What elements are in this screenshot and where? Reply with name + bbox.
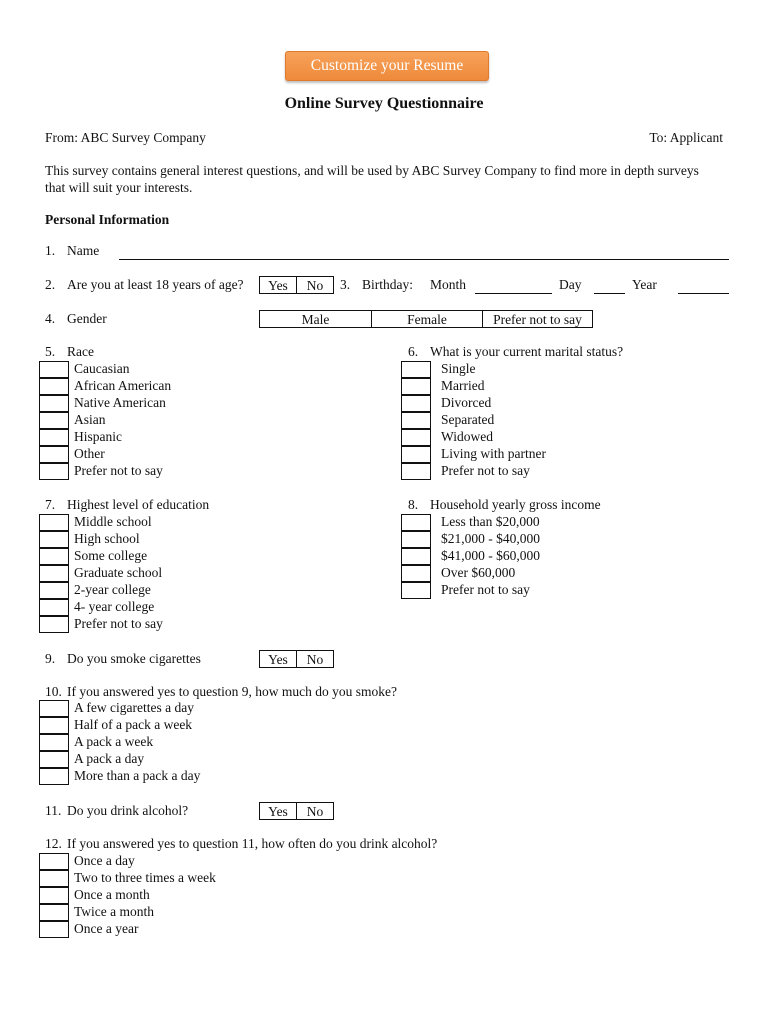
race-option-label: Other	[74, 446, 105, 461]
customize-resume-button[interactable]: Customize your Resume	[285, 51, 489, 81]
q11-yes-option[interactable]: Yes	[260, 803, 297, 819]
gender-option-female[interactable]: Female	[372, 311, 483, 327]
education-option-label: 2-year college	[74, 582, 151, 597]
q8-label: Household yearly gross income	[430, 497, 601, 512]
q2-no-option[interactable]: No	[306, 278, 324, 293]
q10-number: 10.	[45, 684, 62, 699]
race-option-label: Prefer not to say	[74, 463, 163, 478]
education-option-label: High school	[74, 531, 140, 546]
marital-checkbox[interactable]	[401, 429, 431, 446]
q10-label: If you answered yes to question 9, how much do you smoke?	[67, 684, 397, 699]
education-option-label: Some college	[74, 548, 148, 563]
q4-number: 4.	[45, 311, 56, 326]
q8-number: 8.	[408, 497, 419, 512]
q9-number: 9.	[45, 651, 56, 666]
income-checkbox[interactable]	[401, 514, 431, 531]
gender-options-group	[259, 310, 593, 328]
income-checkbox[interactable]	[401, 531, 431, 548]
alcohol-option-label: Once a day	[74, 853, 135, 868]
q7-label: Highest level of education	[67, 497, 210, 512]
alcohol-checkbox[interactable]	[39, 870, 69, 887]
smoking-checkbox[interactable]	[39, 734, 69, 751]
race-checkbox[interactable]	[39, 463, 69, 480]
race-checkbox[interactable]	[39, 412, 69, 429]
q1-label: Name	[67, 243, 100, 258]
race-checkbox[interactable]	[39, 446, 69, 463]
intro-text-line-1: This survey contains general interest questions, and will be used by ABC Survey Company to find more in depth surveys	[45, 163, 699, 178]
marital-option-label: Married	[441, 378, 485, 393]
alcohol-option-label: Once a month	[74, 887, 150, 902]
race-option-label: Native American	[74, 395, 166, 410]
to-line: To: Applicant	[649, 130, 723, 145]
q4-label: Gender	[67, 311, 107, 326]
race-checkbox[interactable]	[39, 378, 69, 395]
birthday-year-field[interactable]	[678, 293, 729, 294]
marital-checkbox[interactable]	[401, 412, 431, 429]
marital-option-label: Separated	[441, 412, 495, 427]
q9-yes-option[interactable]: Yes	[260, 651, 297, 667]
marital-checkbox[interactable]	[401, 395, 431, 412]
q6-number: 6.	[408, 344, 419, 359]
birthday-day-field[interactable]	[594, 293, 625, 294]
q2-yes-no-group	[259, 276, 334, 294]
intro-text-line-2: that will suit your interests.	[45, 180, 193, 195]
race-checkbox[interactable]	[39, 361, 69, 378]
race-checkbox[interactable]	[39, 429, 69, 446]
smoking-checkbox[interactable]	[39, 700, 69, 717]
education-option-label: Graduate school	[74, 565, 163, 580]
education-checkbox[interactable]	[39, 514, 69, 531]
race-option-label: Caucasian	[74, 361, 130, 376]
q1-number: 1.	[45, 243, 56, 258]
smoking-option-label: A pack a day	[74, 751, 145, 766]
alcohol-checkbox[interactable]	[39, 887, 69, 904]
q2-yes-option[interactable]: Yes	[260, 277, 297, 293]
race-checkbox[interactable]	[39, 395, 69, 412]
education-checkbox[interactable]	[39, 616, 69, 633]
alcohol-checkbox[interactable]	[39, 853, 69, 870]
q11-label: Do you drink alcohol?	[67, 803, 189, 818]
from-line: From: ABC Survey Company	[45, 130, 206, 145]
alcohol-checkbox[interactable]	[39, 921, 69, 938]
page-title: Online Survey Questionnaire	[284, 95, 484, 112]
education-checkbox[interactable]	[39, 599, 69, 616]
birthday-month-field[interactable]	[475, 293, 552, 294]
marital-checkbox[interactable]	[401, 361, 431, 378]
alcohol-option-label: Once a year	[74, 921, 139, 936]
smoking-checkbox[interactable]	[39, 768, 69, 785]
race-option-label: African American	[74, 378, 172, 393]
education-option-label: Middle school	[74, 514, 152, 529]
marital-option-label: Single	[441, 361, 476, 376]
birthday-month-label: Month	[430, 277, 467, 292]
q6-label: What is your current marital status?	[430, 344, 624, 359]
q9-yes-no-group	[259, 650, 334, 668]
alcohol-option-label: Two to three times a week	[74, 870, 216, 885]
race-option-label: Hispanic	[74, 429, 122, 444]
alcohol-option-label: Twice a month	[74, 904, 155, 919]
marital-checkbox[interactable]	[401, 463, 431, 480]
marital-option-label: Widowed	[441, 429, 493, 444]
income-option-label: $21,000 - $40,000	[441, 531, 540, 546]
education-option-label: Prefer not to say	[74, 616, 163, 631]
income-option-label: $41,000 - $60,000	[441, 548, 540, 563]
q5-label: Race	[67, 344, 94, 359]
income-option-label: Over $60,000	[441, 565, 516, 580]
smoking-checkbox[interactable]	[39, 751, 69, 768]
marital-option-label: Divorced	[441, 395, 492, 410]
smoking-option-label: More than a pack a day	[74, 768, 201, 783]
q5-number: 5.	[45, 344, 56, 359]
income-option-label: Prefer not to say	[441, 582, 530, 597]
q11-number: 11.	[45, 803, 62, 818]
income-checkbox[interactable]	[401, 548, 431, 565]
smoking-option-label: A few cigarettes a day	[74, 700, 194, 715]
alcohol-checkbox[interactable]	[39, 904, 69, 921]
q3-label: Birthday:	[362, 277, 413, 292]
marital-checkbox[interactable]	[401, 378, 431, 395]
smoking-option-label: A pack a week	[74, 734, 154, 749]
q3-number: 3.	[340, 277, 351, 292]
q12-label: If you answered yes to question 11, how often do you drink alcohol?	[67, 836, 438, 851]
section-heading: Personal Information	[45, 212, 170, 227]
birthday-year-label: Year	[632, 277, 657, 292]
q2-label: Are you at least 18 years of age?	[67, 277, 244, 292]
q2-number: 2.	[45, 277, 56, 292]
education-checkbox[interactable]	[39, 531, 69, 548]
race-option-label: Asian	[74, 412, 106, 427]
birthday-day-label: Day	[559, 277, 582, 292]
education-option-label: 4- year college	[74, 599, 155, 614]
q9-label: Do you smoke cigarettes	[67, 651, 201, 666]
q9-no-option[interactable]: No	[306, 652, 324, 667]
q11-no-option[interactable]: No	[306, 804, 324, 819]
name-field[interactable]	[119, 259, 729, 260]
education-checkbox[interactable]	[39, 548, 69, 565]
marital-option-label: Living with partner	[441, 446, 546, 461]
q7-number: 7.	[45, 497, 56, 512]
gender-option-male[interactable]: Male	[260, 311, 372, 327]
q11-yes-no-group	[259, 802, 334, 820]
gender-option-prefer-not[interactable]: Prefer not to say	[493, 312, 582, 327]
smoking-checkbox[interactable]	[39, 717, 69, 734]
q12-number: 12.	[45, 836, 62, 851]
marital-option-label: Prefer not to say	[441, 463, 530, 478]
education-checkbox[interactable]	[39, 582, 69, 599]
education-checkbox[interactable]	[39, 565, 69, 582]
smoking-option-label: Half of a pack a week	[74, 717, 193, 732]
income-checkbox[interactable]	[401, 582, 431, 599]
marital-checkbox[interactable]	[401, 446, 431, 463]
income-checkbox[interactable]	[401, 565, 431, 582]
income-option-label: Less than $20,000	[441, 514, 540, 529]
